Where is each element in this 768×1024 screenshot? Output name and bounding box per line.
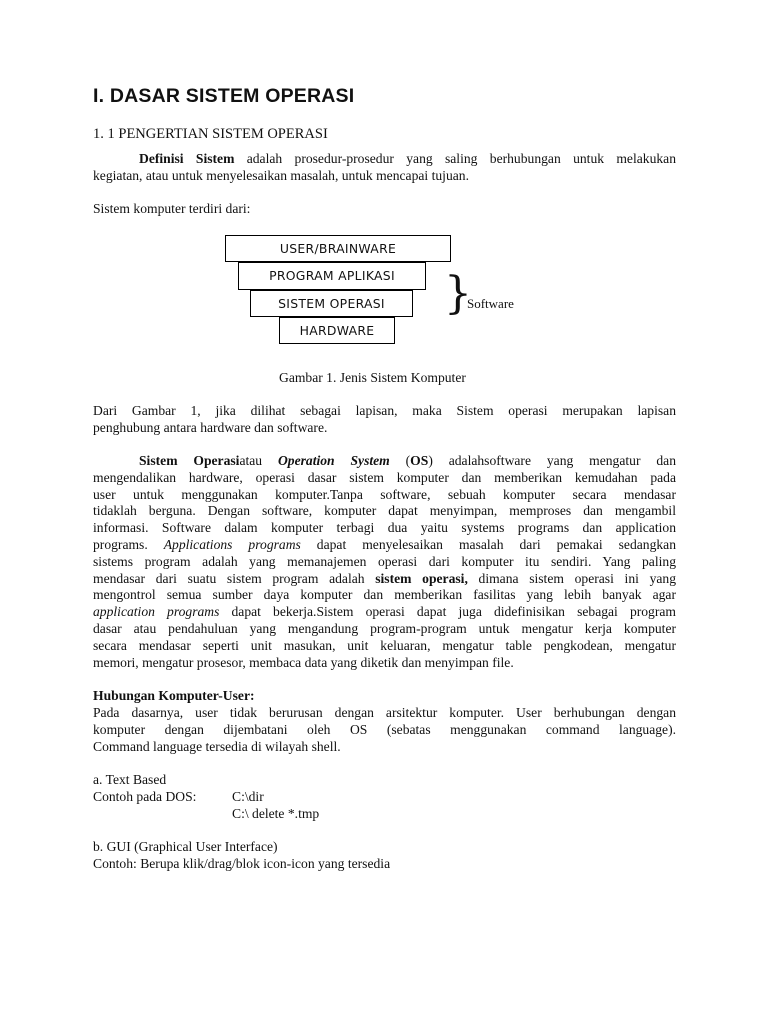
gui-label: b. GUI (Graphical User Interface)	[93, 839, 278, 854]
brace-label: Software	[467, 296, 514, 311]
definition-line-1: Definisi Sistem adalah prosedur-prosedur yang saling berhubungan untuk melakukan	[139, 151, 676, 166]
figure-caption: Gambar 1. Jenis Sistem Komputer	[279, 370, 466, 385]
layer-program-aplikasi: PROGRAM APLIKASI	[238, 262, 426, 290]
os-term-english: Operation System	[277, 453, 390, 468]
layer-sistem-operasi: SISTEM OPERASI	[250, 290, 413, 317]
definition-paragraph	[93, 151, 676, 185]
gui-example: Contoh: Berupa klik/drag/blok icon-icon yang tersedia	[93, 856, 391, 871]
layer-user-brainware: USER/BRAINWARE	[225, 235, 451, 262]
section-heading: 1. 1 PENGERTIAN SISTEM OPERASI	[93, 126, 328, 142]
relation-heading: Hubungan Komputer-User:	[93, 688, 255, 703]
dos-example-label: Contoh pada DOS:	[93, 789, 197, 804]
relation-paragraph: Pada dasarnya, user tidak berurusan dengan arsitektur komputer. User berhubungan dengan komputer dengan dijembatani oleh OS (sebatas menggunakan command language). Command language tersedia di wilayah shell.	[93, 705, 676, 754]
definition-term: Definisi Sistem	[139, 151, 235, 166]
text-based-label: a. Text Based	[93, 772, 167, 787]
layer-hardware: HARDWARE	[279, 317, 395, 344]
intro-list-text: Sistem komputer terdiri dari:	[93, 201, 251, 216]
brace-icon: }	[444, 268, 472, 319]
dos-command-1: C:\dir	[232, 789, 264, 804]
os-term: Sistem Operasi	[139, 453, 240, 468]
dos-command-2: C:\ delete *.tmp	[232, 806, 320, 821]
definition-line-2: kegiatan, atau untuk menyelesaikan masalah, untuk mencapai tujuan.	[93, 167, 469, 183]
page-title: I. DASAR SISTEM OPERASI	[93, 85, 355, 107]
os-paragraph: Sistem Operasiatau Operation System (OS) adalahsoftware yang mengatur dan mengendalikan hardware, operasi dasar sistem komputer dan memberikan kemudahan pada user untuk menggunakan komputer.Tanpa software, sebuah komputer secara mendasar tidaklah berguna. Dengan software, komputer dapat menyimpan, memproses dan mengambil informasi. Software dalam komputer terbagi dua yaitu systems programs dan application programs. Applications programs dapat menyelesaikan masalah dari pemakai sedangkan sistems program adalah yang memanajemen operasi dari komputer itu sendiri. Yang paling mendasar dari suatu sistem program adalah sistem operasi, dimana sistem operasi ini yang mengontrol semua sumber daya komputer dan memberikan fasilitas yang lebih banyak agar application programs dapat bekerja.Sistem operasi dapat juga didefinisikan sebagai program dasar atau pendahuluan yang mengandung program-program untuk mengatur kerja komputer secara mendasar seperti unit masukan, unit keluaran, mengatur table pengkodean, mengatur memori, mengatur prosesor, membaca data yang diketik dan menyimpan file.	[93, 453, 676, 670]
layer-paragraph: Dari Gambar 1, jika dilihat sebagai lapisan, maka Sistem operasi merupakan lapisan penghubung antara hardware dan software.	[93, 403, 676, 435]
